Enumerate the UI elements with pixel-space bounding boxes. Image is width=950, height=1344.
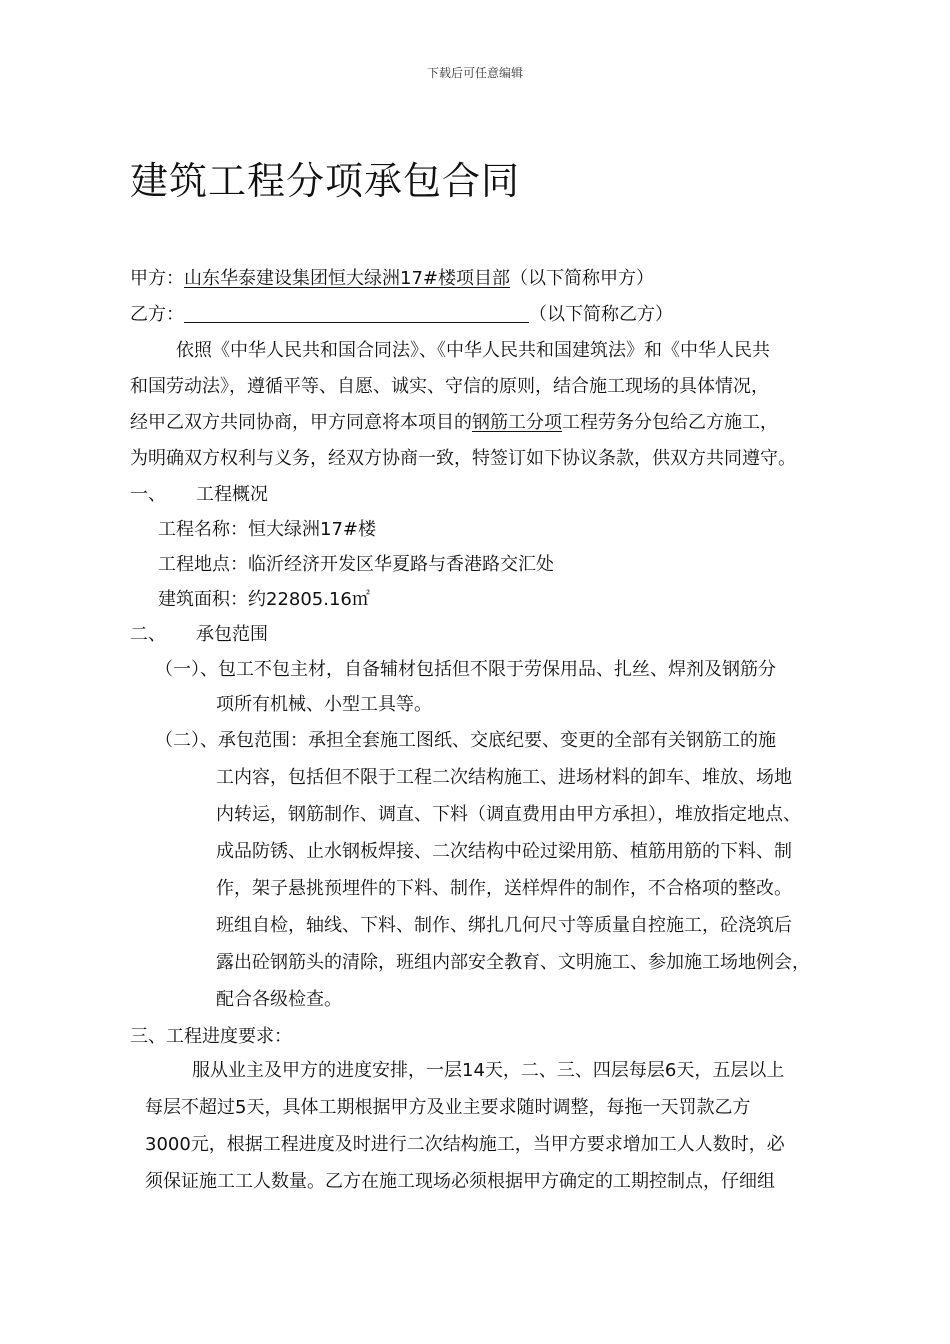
- project-area: 建筑面积：约22805.16㎡: [158, 589, 370, 610]
- party-b-blank: [184, 304, 529, 323]
- preamble-line-4: 为明确双方权利与义务，经双方协商一致，特签订如下协议条款，供双方共同遵守。: [130, 448, 796, 469]
- section-3-heading: 三、工程进度要求：: [130, 1026, 292, 1047]
- document-title: 建筑工程分项承包合同: [130, 159, 521, 203]
- preamble-line-3-post: 工程劳务分包给乙方施工，: [562, 412, 778, 433]
- project-location: 工程地点：临沂经济开发区华夏路与香港路交汇处: [158, 554, 554, 575]
- header-note: 下载后可任意编辑: [426, 66, 523, 80]
- scope-item-2-line-8: 配合各级检查。: [216, 989, 342, 1010]
- schedule-line-3: 3000元，根据工程进度及时进行二次结构施工，当甲方要求增加工人人数时，必: [145, 1134, 785, 1155]
- scope-item-2-line-2: 工内容，包括但不限于工程二次结构施工、进场材料的卸车、堆放、场地: [216, 767, 792, 788]
- section-1-number: 一、: [130, 484, 166, 505]
- party-a-label: 甲方：: [130, 268, 184, 289]
- section-2-number: 二、: [130, 624, 166, 645]
- scope-item-2-line-6: 班组自检，轴线、下料、制作、绑扎几何尺寸等质量自控施工，砼浇筑后: [216, 915, 792, 936]
- preamble-line-2: 和国劳动法》，遵循平等、自愿、诚实、守信的原则，结合施工现场的具体情况，: [130, 376, 769, 397]
- section-2-title: 承包范围: [196, 624, 268, 645]
- preamble-line-3-underlined: 钢筋工分项: [472, 412, 562, 433]
- section-1-title: 工程概况: [196, 484, 268, 505]
- section-2-heading: [130, 622, 268, 648]
- scope-item-2-line-7: 露出砼钢筋头的清除，班组内部安全教育、文明施工、参加施工场地例会，: [216, 952, 810, 973]
- preamble-line-3-pre: 经甲乙双方共同协商，甲方同意将本项目的: [130, 412, 472, 433]
- schedule-line-2: 每层不超过5天，具体工期根据甲方及业主要求随时调整，每拖一天罚款乙方: [145, 1097, 751, 1118]
- party-b-suffix: （以下简称乙方）: [529, 304, 673, 325]
- party-a-name: 山东华泰建设集团恒大绿洲17#楼项目部: [184, 268, 510, 289]
- party-a-suffix: （以下简称甲方）: [510, 268, 654, 289]
- scope-item-1-line-1: （一）、包工不包主材，自备辅材包括但不限于劳保用品、扎丝、焊剂及钢筋分: [155, 659, 776, 680]
- schedule-line-4: 须保证施工工人数量。乙方在施工现场必须根据甲方确定的工期控制点，仔细组: [145, 1171, 775, 1192]
- section-1-heading: [130, 482, 268, 508]
- party-b-label: 乙方：: [130, 304, 184, 325]
- preamble-line-3: [130, 410, 778, 436]
- project-name: 工程名称：恒大绿洲17#楼: [158, 519, 376, 540]
- party-b-line: [130, 302, 673, 328]
- schedule-line-1: 服从业主及甲方的进度安排，一层14天，二、三、四层每层6天，五层以上: [192, 1060, 785, 1081]
- preamble-line-1: 依照《中华人民共和国合同法》、《中华人民共和国建筑法》和《中华人民共: [176, 340, 770, 361]
- scope-item-1-line-2: 项所有机械、小型工具等。: [216, 694, 432, 715]
- party-a-line: [130, 266, 654, 292]
- scope-item-2-line-1: （二）、承包范围：承担全套施工图纸、交底纪要、变更的全部有关钢筋工的施: [155, 730, 776, 751]
- scope-item-2-line-4: 成品防锈、止水钢板焊接、二次结构中砼过梁用筋、植筋用筋的下料、制: [216, 841, 792, 862]
- scope-item-2-line-5: 作，架子悬挑预埋件的下料、制作，送样焊件的制作，不合格项的整改。: [216, 878, 792, 899]
- scope-item-2-line-3: 内转运，钢筋制作、调直、下料（调直费用由甲方承担），堆放指定地点、: [216, 804, 801, 825]
